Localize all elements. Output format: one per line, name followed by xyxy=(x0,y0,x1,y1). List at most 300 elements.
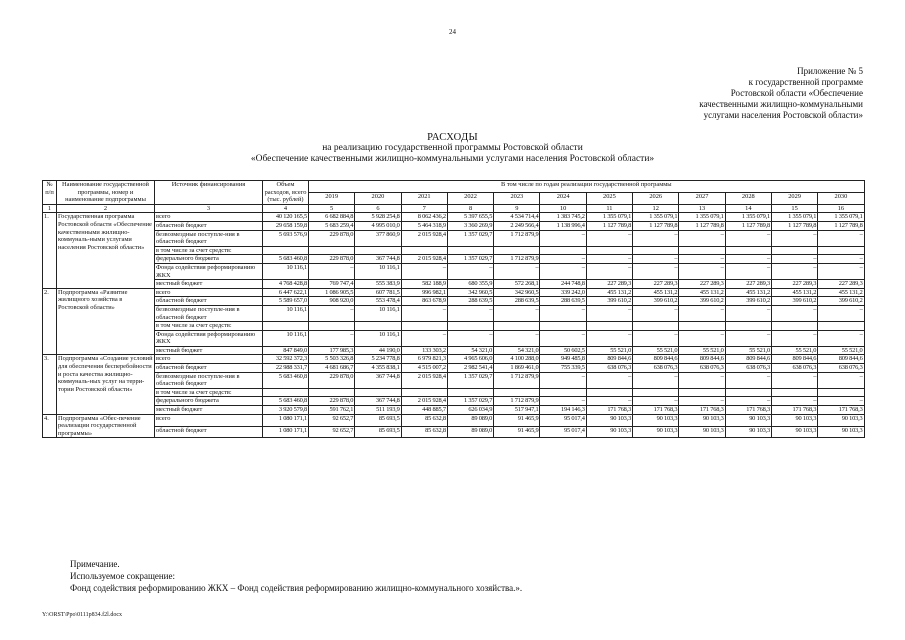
table-row xyxy=(43,322,865,331)
header-year: 2020 xyxy=(355,192,401,204)
year-value xyxy=(447,322,493,331)
total-value: 6 447 622,1 xyxy=(263,288,309,297)
table-row xyxy=(43,263,865,279)
program-number: 3. xyxy=(43,355,57,414)
total-value: 29 658 159,8 xyxy=(263,221,309,230)
table-row xyxy=(43,346,865,355)
year-value: – xyxy=(586,255,632,264)
year-value: 367 744,8 xyxy=(355,372,401,388)
year-value: 92 652,7 xyxy=(309,414,355,426)
year-value: – xyxy=(586,397,632,406)
year-value: 399 610,2 xyxy=(633,297,679,306)
year-value: 90 103,3 xyxy=(586,426,632,438)
year-value: 638 076,3 xyxy=(771,364,817,373)
year-value: 1 355 079,1 xyxy=(586,213,632,222)
table-row xyxy=(43,255,865,264)
funding-source: местный бюджет xyxy=(155,346,263,355)
year-value: 89 089,0 xyxy=(447,426,493,438)
year-value: 517 947,1 xyxy=(494,406,540,415)
column-number: 2 xyxy=(57,204,155,213)
column-number: 16 xyxy=(818,204,864,213)
header-year: 2021 xyxy=(401,192,447,204)
appendix-line: Приложение № 5 xyxy=(797,66,863,76)
year-value xyxy=(309,246,355,255)
year-value: – xyxy=(818,255,864,264)
year-value: 55 521,0 xyxy=(818,346,864,355)
year-value: 511 193,9 xyxy=(355,406,401,415)
year-value: 227 289,3 xyxy=(679,280,725,289)
year-value: 50 602,5 xyxy=(540,346,586,355)
appendix-line: Ростовской области «Обеспечение xyxy=(730,88,863,98)
year-value: – xyxy=(586,263,632,279)
total-value: 5 589 657,0 xyxy=(263,297,309,306)
table-row xyxy=(43,297,865,306)
funding-source: всего xyxy=(155,288,263,297)
year-value: 288 639,5 xyxy=(540,297,586,306)
year-value: 755 339,5 xyxy=(540,364,586,373)
year-value: 90 103,3 xyxy=(725,426,771,438)
year-value xyxy=(818,388,864,397)
year-value xyxy=(447,246,493,255)
column-number: 7 xyxy=(401,204,447,213)
year-value xyxy=(401,388,447,397)
year-value: 555 383,9 xyxy=(355,280,401,289)
year-value xyxy=(586,322,632,331)
funding-source: всего xyxy=(155,355,263,364)
year-value: 4 965 606,0 xyxy=(447,355,493,364)
program-name: Подпрограмма «Развитие жилищного хозяйства в Ростовской области» xyxy=(57,288,155,355)
year-value: 4 355 838,1 xyxy=(355,364,401,373)
year-value xyxy=(447,388,493,397)
column-number: 15 xyxy=(771,204,817,213)
file-path-footer: Y:\ORST\Ppo\0111p834.f2l.docx xyxy=(42,612,123,618)
year-value xyxy=(309,322,355,331)
year-value: – xyxy=(725,255,771,264)
year-value: 90 103,3 xyxy=(586,414,632,426)
year-value: 54 321,0 xyxy=(447,346,493,355)
year-value: 229 878,0 xyxy=(309,372,355,388)
year-value xyxy=(633,388,679,397)
year-value: – xyxy=(633,255,679,264)
year-value: – xyxy=(586,305,632,321)
year-value: 1 357 029,7 xyxy=(447,372,493,388)
year-value: 54 321,0 xyxy=(494,346,540,355)
year-value xyxy=(679,322,725,331)
year-value: 90 103,3 xyxy=(633,426,679,438)
funding-source: безвозмездные поступле-ния в областной бюджет xyxy=(155,230,263,246)
year-value xyxy=(401,322,447,331)
year-value: 89 089,0 xyxy=(447,414,493,426)
year-value: 626 034,9 xyxy=(447,406,493,415)
year-value: 1 127 789,8 xyxy=(586,221,632,230)
column-number: 13 xyxy=(679,204,725,213)
year-value: 55 521,0 xyxy=(771,346,817,355)
year-value: – xyxy=(771,255,817,264)
year-value: – xyxy=(401,330,447,346)
column-number: 12 xyxy=(633,204,679,213)
year-value: 949 485,8 xyxy=(540,355,586,364)
column-number: 6 xyxy=(355,204,401,213)
year-value: – xyxy=(818,330,864,346)
total-value: 1 080 171,1 xyxy=(263,426,309,438)
year-value: 95 017,4 xyxy=(540,414,586,426)
year-value: 809 844,6 xyxy=(818,355,864,364)
year-value: 90 103,3 xyxy=(818,426,864,438)
header-year: 2022 xyxy=(447,192,493,204)
year-value: 90 103,3 xyxy=(818,414,864,426)
year-value xyxy=(633,322,679,331)
year-value: 4 515 007,2 xyxy=(401,364,447,373)
year-value: 1 355 079,1 xyxy=(633,213,679,222)
year-value: – xyxy=(725,397,771,406)
funding-source: Фонда содействия реформированию ЖКХ xyxy=(155,330,263,346)
year-value: – xyxy=(540,372,586,388)
year-value xyxy=(586,388,632,397)
year-value: 638 076,3 xyxy=(586,364,632,373)
year-value xyxy=(355,322,401,331)
year-value: 227 289,3 xyxy=(771,280,817,289)
year-value: 1 086 905,5 xyxy=(309,288,355,297)
year-value: – xyxy=(679,255,725,264)
year-value: – xyxy=(818,305,864,321)
year-value: – xyxy=(725,263,771,279)
year-value: 92 652,7 xyxy=(309,426,355,438)
year-value: 339 242,0 xyxy=(540,288,586,297)
total-value xyxy=(263,388,309,397)
year-value: 399 610,2 xyxy=(725,297,771,306)
total-value: 847 849,0 xyxy=(263,346,309,355)
year-value xyxy=(725,246,771,255)
funding-source: местный бюджет xyxy=(155,406,263,415)
year-value: 863 678,9 xyxy=(401,297,447,306)
year-value: 2 982 541,4 xyxy=(447,364,493,373)
year-value: 4 995 010,0 xyxy=(355,221,401,230)
year-value: 55 521,0 xyxy=(633,346,679,355)
year-value: – xyxy=(540,397,586,406)
column-number: 14 xyxy=(725,204,771,213)
year-value: 572 268,1 xyxy=(494,280,540,289)
funding-source: местный бюджет xyxy=(155,280,263,289)
year-value: – xyxy=(633,397,679,406)
total-value: 3 920 579,8 xyxy=(263,406,309,415)
header-year: 2028 xyxy=(725,192,771,204)
year-value: 6 682 884,8 xyxy=(309,213,355,222)
year-value: – xyxy=(540,230,586,246)
year-value: 44 190,0 xyxy=(355,346,401,355)
year-value: – xyxy=(771,263,817,279)
year-value: 2 015 928,4 xyxy=(401,230,447,246)
year-value: – xyxy=(540,305,586,321)
table-row xyxy=(43,406,865,415)
year-value: 90 103,3 xyxy=(633,414,679,426)
year-value xyxy=(309,388,355,397)
year-value: 455 131,2 xyxy=(818,288,864,297)
funding-source: федерального бюджета xyxy=(155,255,263,264)
year-value: 5 928 254,8 xyxy=(355,213,401,222)
year-value: 1 712 879,9 xyxy=(494,372,540,388)
title-main: РАСХОДЫ xyxy=(427,132,478,143)
year-value: 177 985,3 xyxy=(309,346,355,355)
note-line: Используемое сокращение: xyxy=(70,571,175,581)
year-value: – xyxy=(771,330,817,346)
header-name: Наименование государственной программы, номер и наименование подпрограммы xyxy=(57,181,155,205)
year-value: – xyxy=(679,230,725,246)
year-value: 455 131,2 xyxy=(679,288,725,297)
year-value: – xyxy=(818,372,864,388)
year-value xyxy=(679,246,725,255)
year-value: 342 960,5 xyxy=(447,288,493,297)
year-value: – xyxy=(586,330,632,346)
year-value: 1 712 879,9 xyxy=(494,255,540,264)
year-value: 809 844,6 xyxy=(771,355,817,364)
year-value: 5 464 318,9 xyxy=(401,221,447,230)
year-value xyxy=(725,388,771,397)
year-value: 1 712 879,9 xyxy=(494,397,540,406)
year-value: 809 844,6 xyxy=(586,355,632,364)
year-value: – xyxy=(447,330,493,346)
table-row xyxy=(43,355,865,364)
year-value: 2 015 928,4 xyxy=(401,255,447,264)
year-value xyxy=(494,388,540,397)
header-year: 2030 xyxy=(818,192,864,204)
year-value: 2 015 928,4 xyxy=(401,397,447,406)
year-value: 638 076,3 xyxy=(679,364,725,373)
expenses-table xyxy=(42,180,865,438)
year-value: 1 138 996,4 xyxy=(540,221,586,230)
total-value xyxy=(263,322,309,331)
year-value xyxy=(494,246,540,255)
year-value: – xyxy=(633,230,679,246)
table-row xyxy=(43,221,865,230)
year-value: 244 748,8 xyxy=(540,280,586,289)
year-value: – xyxy=(818,230,864,246)
table-row xyxy=(43,426,865,438)
year-value: 367 744,8 xyxy=(355,397,401,406)
year-value: – xyxy=(818,263,864,279)
year-value: – xyxy=(818,397,864,406)
year-value: 769 747,4 xyxy=(309,280,355,289)
year-value: 1 355 079,1 xyxy=(725,213,771,222)
year-value: – xyxy=(633,263,679,279)
year-value xyxy=(771,322,817,331)
year-value: 10 116,1 xyxy=(355,263,401,279)
year-value: 638 076,3 xyxy=(725,364,771,373)
year-value xyxy=(355,388,401,397)
total-value: 32 592 372,3 xyxy=(263,355,309,364)
year-value: 229 878,0 xyxy=(309,255,355,264)
year-value: 90 103,3 xyxy=(679,426,725,438)
year-value: – xyxy=(586,230,632,246)
year-value xyxy=(494,322,540,331)
year-value: 809 844,6 xyxy=(633,355,679,364)
year-value: – xyxy=(633,305,679,321)
program-name: Подпрограмма «Обес-печение реализации государственной программы» xyxy=(57,414,155,438)
total-value: 5 693 576,9 xyxy=(263,230,309,246)
year-value: 2 249 566,4 xyxy=(494,221,540,230)
title-line: «Обеспечение качественными жилищно-коммунальными услугами населения Ростовской области» xyxy=(250,154,655,164)
funding-source: в том числе за счет средств: xyxy=(155,246,263,255)
appendix-line: к государственной программе xyxy=(748,77,863,87)
funding-source: областной бюджет xyxy=(155,297,263,306)
year-value xyxy=(771,246,817,255)
year-value: – xyxy=(725,230,771,246)
year-value: – xyxy=(771,305,817,321)
year-value: 194 146,3 xyxy=(540,406,586,415)
year-value: – xyxy=(540,255,586,264)
year-value: – xyxy=(679,397,725,406)
table-row xyxy=(43,364,865,373)
year-value: 996 982,1 xyxy=(401,288,447,297)
total-value: 5 683 460,8 xyxy=(263,255,309,264)
year-value: – xyxy=(771,397,817,406)
year-value: 1 127 789,8 xyxy=(771,221,817,230)
year-value: – xyxy=(494,330,540,346)
year-value: 90 103,3 xyxy=(771,414,817,426)
year-value: – xyxy=(771,230,817,246)
table-row xyxy=(43,280,865,289)
total-value: 10 116,1 xyxy=(263,263,309,279)
year-value: 1 357 029,7 xyxy=(447,397,493,406)
header-years-group: В том числе по годам реализации государственной программы xyxy=(309,181,865,193)
table-row xyxy=(43,230,865,246)
year-value: – xyxy=(309,330,355,346)
funding-source: безвозмездные поступле-ния в областной бюджет xyxy=(155,305,263,321)
year-value: 85 632,8 xyxy=(401,414,447,426)
header-no: № п/п xyxy=(43,181,57,205)
year-value: 1 355 079,1 xyxy=(679,213,725,222)
year-value: 1 127 789,8 xyxy=(633,221,679,230)
year-value xyxy=(355,246,401,255)
year-value: – xyxy=(309,263,355,279)
year-value xyxy=(540,246,586,255)
program-number: 1. xyxy=(43,213,57,288)
year-value: 591 762,1 xyxy=(309,406,355,415)
year-value: 607 781,5 xyxy=(355,288,401,297)
year-value: – xyxy=(679,305,725,321)
header-source: Источник финансирования xyxy=(155,181,263,205)
year-value: 55 521,0 xyxy=(679,346,725,355)
year-value: 229 878,0 xyxy=(309,397,355,406)
table-row xyxy=(43,246,865,255)
year-value: – xyxy=(586,372,632,388)
year-value: 1 712 879,9 xyxy=(494,230,540,246)
header-year: 2024 xyxy=(540,192,586,204)
year-value: 5 683 259,4 xyxy=(309,221,355,230)
page-number: 24 xyxy=(449,28,456,36)
appendix-line: качественными жилищно-коммунальными xyxy=(699,99,863,109)
year-value: 908 920,0 xyxy=(309,297,355,306)
year-value: 171 768,3 xyxy=(771,406,817,415)
table-row xyxy=(43,397,865,406)
funding-source: всего xyxy=(155,414,263,426)
year-value: 1 127 789,8 xyxy=(679,221,725,230)
year-value: 399 610,2 xyxy=(586,297,632,306)
year-value: 91 465,9 xyxy=(494,414,540,426)
year-value: 455 131,2 xyxy=(586,288,632,297)
year-value: 171 768,3 xyxy=(725,406,771,415)
year-value: – xyxy=(447,305,493,321)
year-value xyxy=(401,246,447,255)
total-value: 5 683 460,8 xyxy=(263,397,309,406)
year-value xyxy=(818,246,864,255)
year-value: 5 503 326,8 xyxy=(309,355,355,364)
year-value: 227 289,3 xyxy=(818,280,864,289)
table-row xyxy=(43,388,865,397)
year-value: 288 639,5 xyxy=(447,297,493,306)
total-value xyxy=(263,246,309,255)
year-value: 809 844,6 xyxy=(725,355,771,364)
year-value: 1 127 789,8 xyxy=(725,221,771,230)
year-value: – xyxy=(633,330,679,346)
year-value: – xyxy=(679,263,725,279)
year-value: 455 131,2 xyxy=(771,288,817,297)
year-value: 1 357 029,7 xyxy=(447,230,493,246)
year-value: – xyxy=(447,263,493,279)
year-value: 809 844,6 xyxy=(679,355,725,364)
column-number: 5 xyxy=(309,204,355,213)
year-value: 342 960,5 xyxy=(494,288,540,297)
header-year: 2026 xyxy=(633,192,679,204)
year-value: 1 357 029,7 xyxy=(447,255,493,264)
year-value: 8 062 436,2 xyxy=(401,213,447,222)
year-value: 5 397 655,5 xyxy=(447,213,493,222)
total-value: 5 683 460,8 xyxy=(263,372,309,388)
year-value xyxy=(679,388,725,397)
year-value: – xyxy=(401,263,447,279)
year-value: – xyxy=(540,263,586,279)
year-value: 171 768,3 xyxy=(633,406,679,415)
year-value: 227 289,3 xyxy=(633,280,679,289)
year-value: – xyxy=(401,305,447,321)
header-year: 2029 xyxy=(771,192,817,204)
year-value: – xyxy=(540,330,586,346)
table-row xyxy=(43,414,865,426)
year-value: 1 355 079,1 xyxy=(771,213,817,222)
column-number: 3 xyxy=(155,204,263,213)
year-value: 3 360 269,9 xyxy=(447,221,493,230)
column-number: 11 xyxy=(586,204,632,213)
year-value: 90 103,3 xyxy=(679,414,725,426)
year-value: 1 869 461,0 xyxy=(494,364,540,373)
header-year: 2019 xyxy=(309,192,355,204)
year-value: 288 639,5 xyxy=(494,297,540,306)
year-value: 638 076,3 xyxy=(633,364,679,373)
program-number: 4. xyxy=(43,414,57,438)
year-value: 399 610,2 xyxy=(771,297,817,306)
funding-source: областной бюджет xyxy=(155,364,263,373)
year-value: 171 768,3 xyxy=(586,406,632,415)
funding-source: безвозмездные поступле-ния в областной бюджет xyxy=(155,372,263,388)
year-value: 638 076,3 xyxy=(818,364,864,373)
funding-source: всего xyxy=(155,213,263,222)
year-value: – xyxy=(633,372,679,388)
table-row xyxy=(43,330,865,346)
note-line: Фонд содействия реформированию ЖКХ – Фонд содействия реформированию жилищно-коммунального хозяйства.». xyxy=(70,583,523,593)
program-name: Государственная программа Ростовской области «Обеспечение качественными жилищно-коммуналь-ными услугами населения Ростовской области» xyxy=(57,213,155,288)
appendix-header xyxy=(663,66,863,121)
year-value: 1 383 745,2 xyxy=(540,213,586,222)
column-number: 8 xyxy=(447,204,493,213)
year-value: 95 017,4 xyxy=(540,426,586,438)
table-row xyxy=(43,305,865,321)
year-value: 553 478,4 xyxy=(355,297,401,306)
year-value: 10 116,1 xyxy=(355,305,401,321)
program-name: Подпрограмма «Создание условий для обеспечения бесперебойности и роста качества жилищно-коммуналь-ных услуг на терри-тории Ростовской области» xyxy=(57,355,155,414)
note-line: Примечание. xyxy=(70,559,120,569)
year-value: 85 693,5 xyxy=(355,426,401,438)
year-value: 229 878,0 xyxy=(309,230,355,246)
year-value xyxy=(540,322,586,331)
